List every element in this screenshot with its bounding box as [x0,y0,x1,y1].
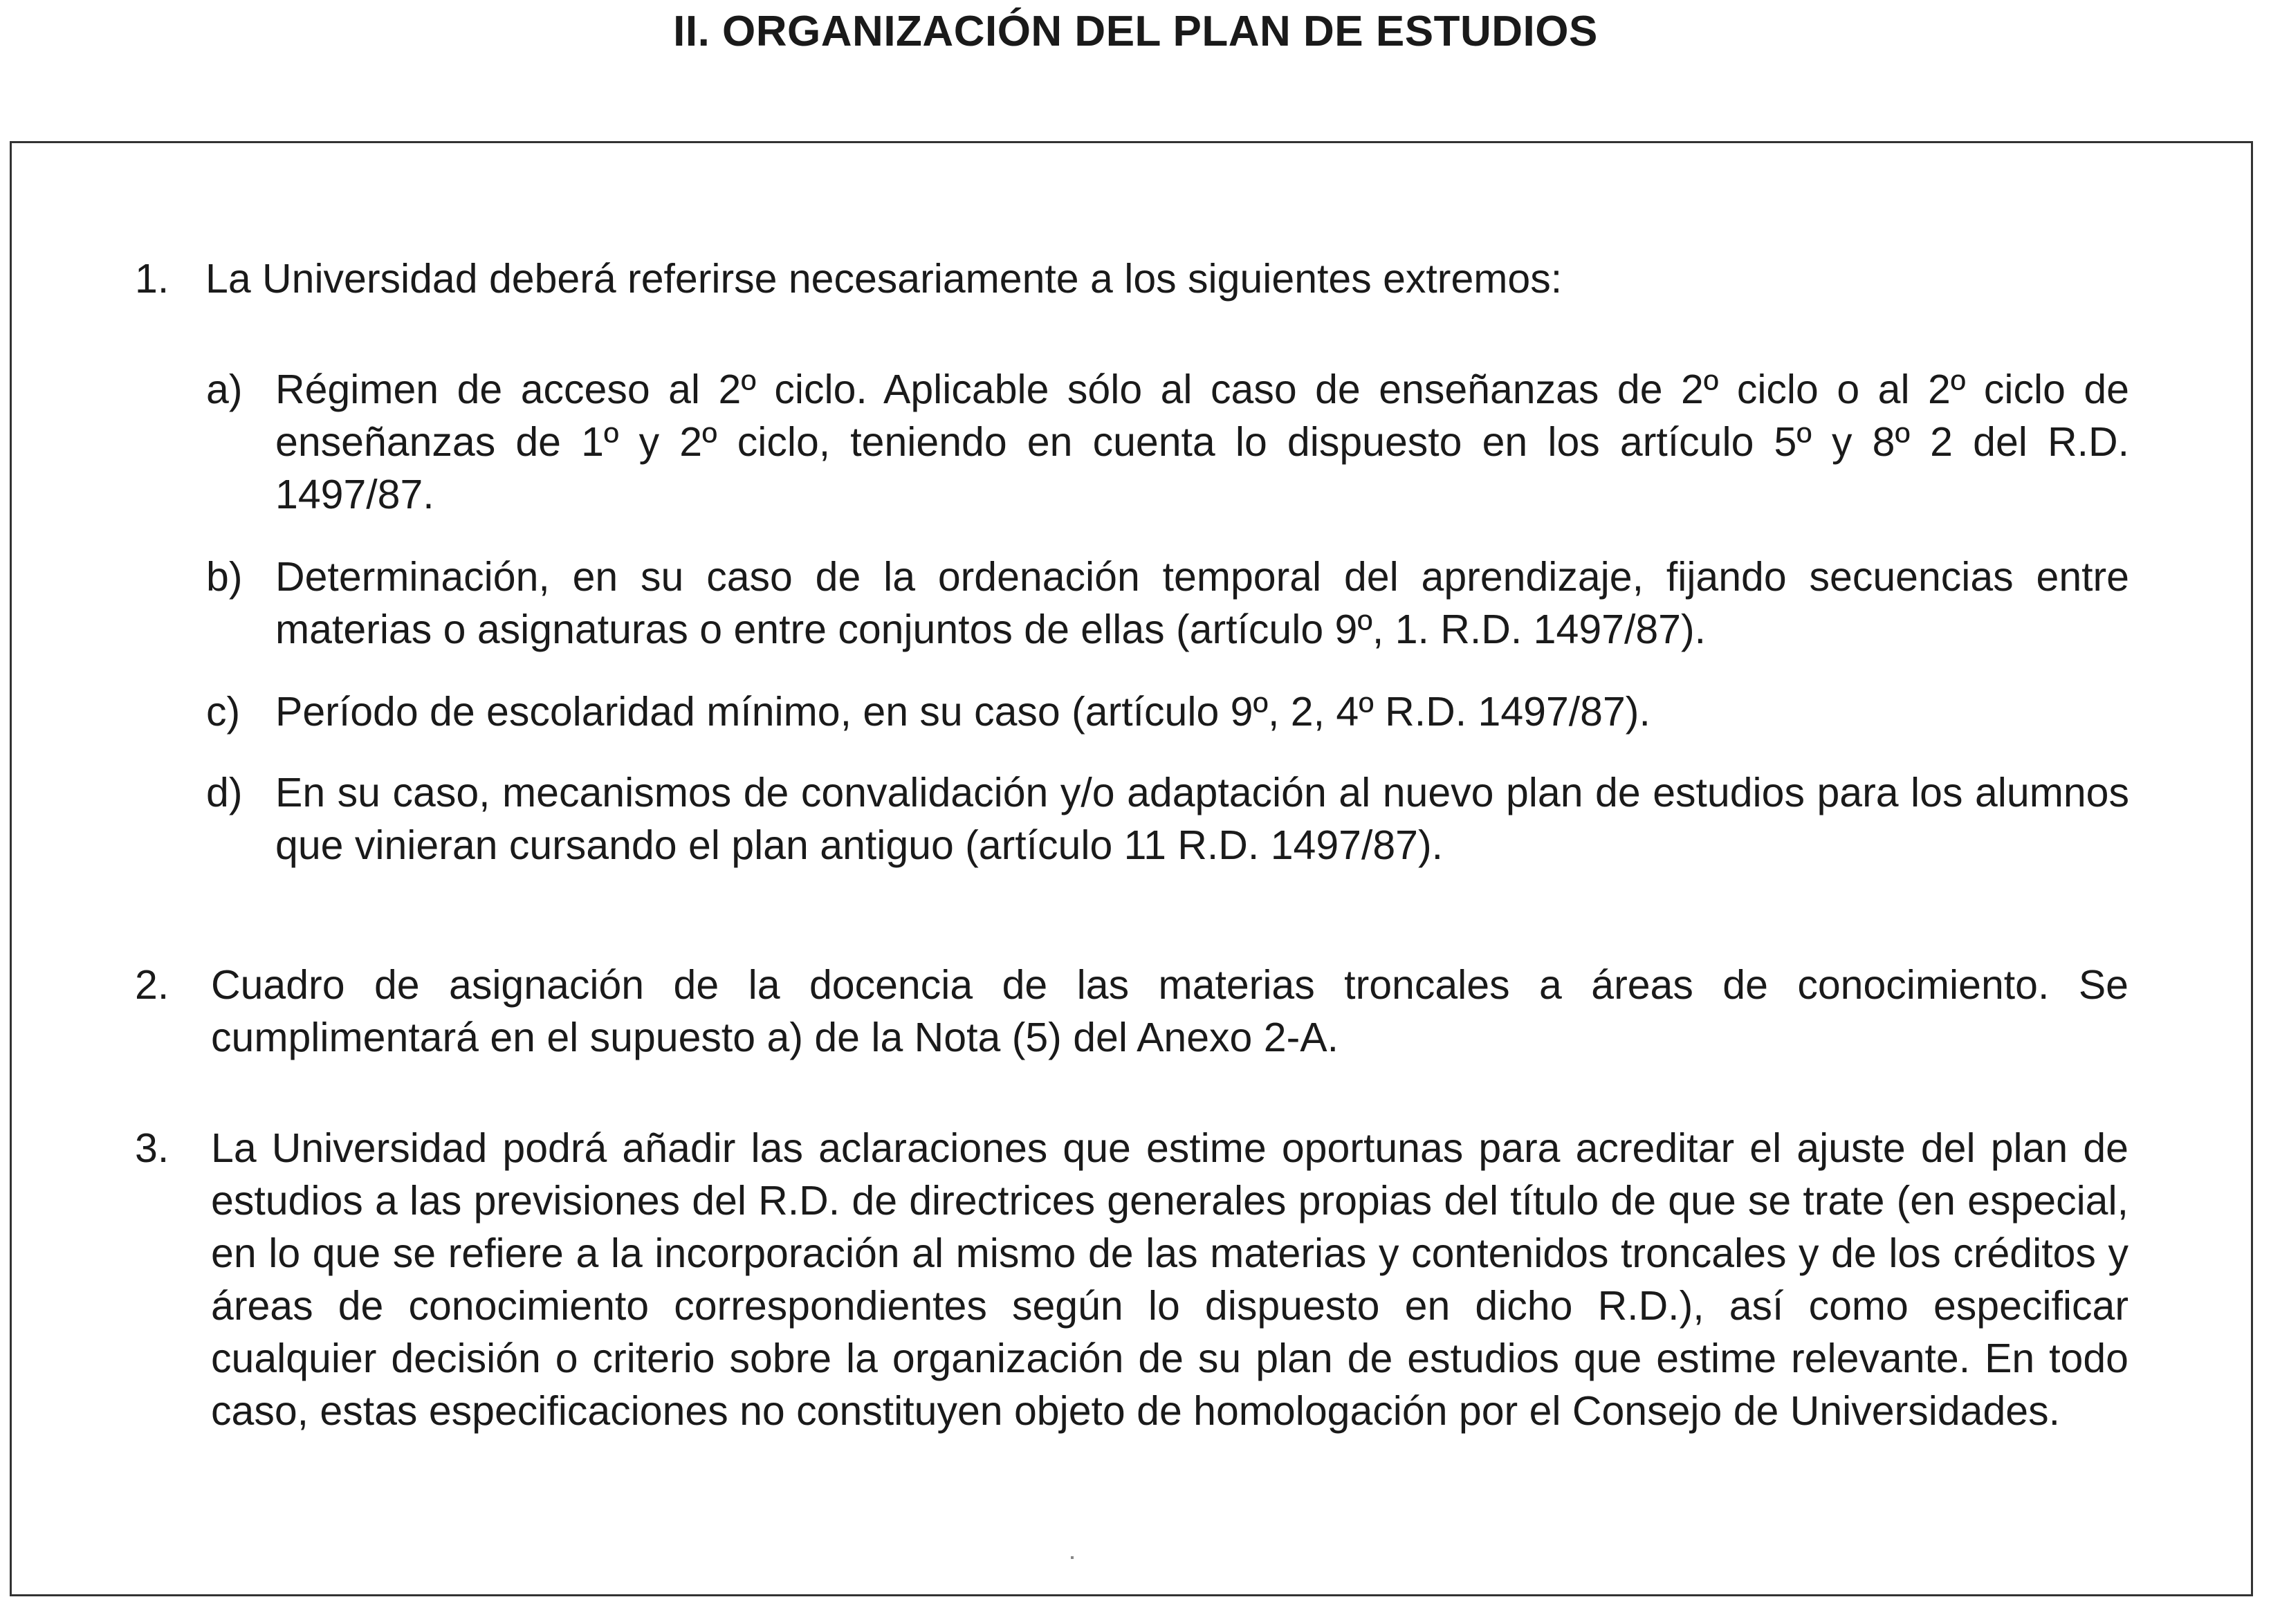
item-number: 3. [135,1125,169,1171]
item-text: La Universidad deberá referirse necesariamente a los siguientes extremos: [205,256,1563,302]
item-text: La Universidad podrá añadir las aclaraciones que estime oportunas para acreditar el ajuste del plan de estudios a las previsiones del R.D. de directrices generales propias del título de que se trate (en especial, en lo que se refiere a la incorporación al mismo de las materias y contenidos troncales y de los créditos y áreas de conocimiento correspondientes según lo dispuesto en dicho R.D.), así como especificar cualquier decisión o criterio sobre la organización de su plan de estudios que estime relevante. En todo caso, estas especificaciones no constituyen objeto de homologación por el Consejo de Universidades. [211,1125,2129,1434]
sub-item-text: Régimen de acceso al 2º ciclo. Aplicable sólo al caso de enseñanzas de 2º ciclo o al 2º ciclo de enseñanzas de 1º y 2º ciclo, teniendo en cuenta lo dispuesto en los artículo 5º y 8º 2 del R.D. 1497/87. [275,367,2129,517]
item-number: 1. [135,256,169,302]
scan-speck [1071,1556,1074,1559]
sub-item-text: En su caso, mecanismos de convalidación y/o adaptación al nuevo plan de estudios para los alumnos que vinieran cursando el plan antiguo (artículo 11 R.D. 1497/87). [275,770,2129,868]
sub-item-text: Determinación, en su caso de la ordenación temporal del aprendizaje, fijando secuencias entre materias o asignaturas o entre conjuntos de ellas (artículo 9º, 1. R.D. 1497/87). [275,554,2129,652]
item-text: Cuadro de asignación de la docencia de las materias troncales a áreas de conocimiento. Se cumplimentará en el supuesto a) de la Nota (5) del Anexo 2-A. [211,962,2129,1060]
sub-item-letter: d) [206,770,243,815]
sub-item-text: Período de escolaridad mínimo, en su caso (artículo 9º, 2, 4º R.D. 1497/87). [275,689,1651,735]
page-title: II. ORGANIZACIÓN DEL PLAN DE ESTUDIOS [673,8,1598,55]
sub-item-letter: b) [206,554,243,600]
item-number: 2. [135,962,169,1008]
sub-item-letter: c) [206,689,241,735]
sub-item-letter: a) [206,367,243,412]
